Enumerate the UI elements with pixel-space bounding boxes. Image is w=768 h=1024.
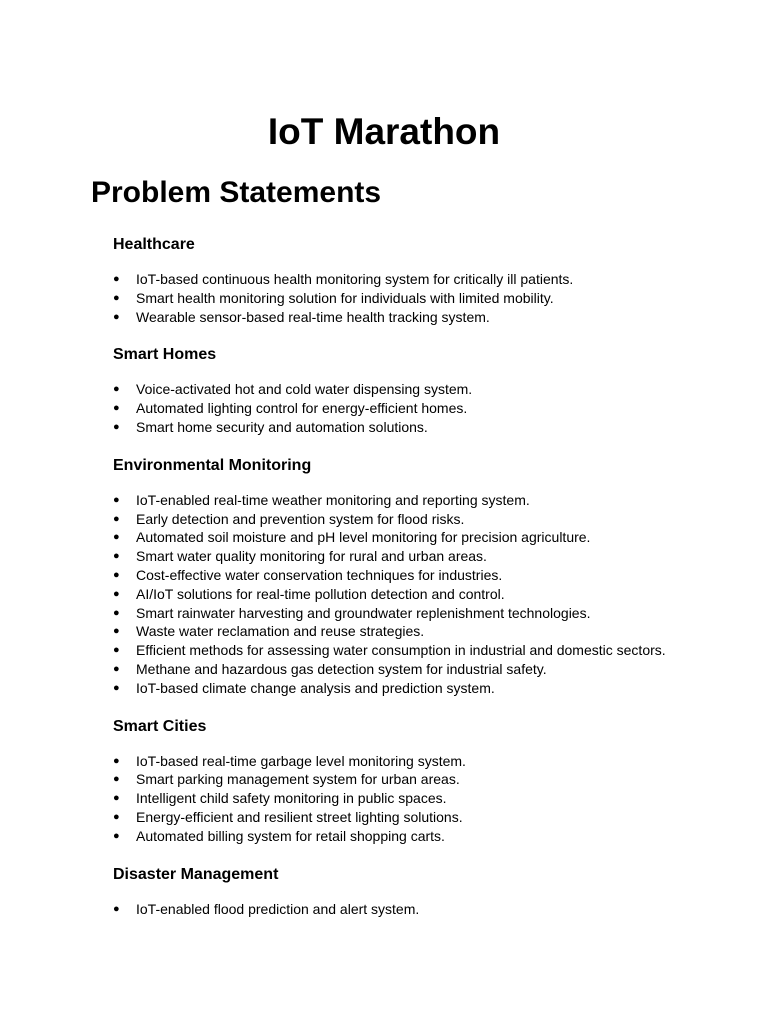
list-item-text: Cost-effective water conservation techniques for industries. — [136, 566, 503, 583]
list-item-text: IoT-based real-time garbage level monitoring system. — [136, 752, 466, 769]
section-environmental-monitoring — [113, 455, 733, 698]
list-item — [113, 308, 733, 327]
list-item-text: Intelligent child safety monitoring in public spaces. — [136, 790, 447, 807]
bullet-icon: ● — [113, 681, 120, 694]
list-item-text: Energy-efficient and resilient street lighting solutions. — [136, 808, 463, 825]
section-title: Smart Cities — [113, 717, 207, 735]
bullet-icon: ● — [113, 644, 120, 657]
list-item-text: Smart parking management system for urban areas. — [136, 771, 460, 788]
section-disaster-management — [113, 864, 733, 919]
bullet-icon: ● — [113, 754, 120, 767]
list-item — [113, 289, 733, 308]
bullet-icon: ● — [113, 420, 120, 433]
list-item-text: Early detection and prevention system for flood risks. — [136, 510, 465, 527]
list-item-text: Smart rainwater harvesting and groundwater replenishment technologies. — [136, 604, 591, 621]
problem-sections — [113, 234, 733, 918]
list-item — [113, 660, 733, 679]
list-item — [113, 900, 733, 919]
list-item — [113, 789, 733, 808]
document-title: IoT Marathon — [267, 111, 501, 152]
list-item — [113, 679, 733, 698]
document-heading: Problem Statements — [91, 176, 382, 209]
bullet-icon: ● — [113, 550, 120, 563]
list-item — [113, 380, 733, 399]
problem-list — [113, 752, 733, 846]
bullet-icon: ● — [113, 810, 120, 823]
list-item-text: IoT-enabled flood prediction and alert system. — [136, 900, 420, 917]
list-item-text: Efficient methods for assessing water consumption in industrial and domestic sectors. — [136, 642, 666, 659]
problem-list — [113, 380, 733, 436]
list-item — [113, 528, 733, 547]
bullet-icon: ● — [113, 291, 120, 304]
bullet-icon: ● — [113, 273, 120, 285]
list-item-text: Wearable sensor-based real-time health tracking system. — [136, 308, 490, 325]
list-item-text: Automated soil moisture and pH level monitoring for precision agriculture. — [136, 529, 591, 546]
list-item — [113, 827, 733, 846]
bullet-icon: ● — [113, 531, 120, 544]
section-smart-homes — [113, 344, 733, 436]
list-item — [113, 641, 733, 660]
section-title: Environmental Monitoring — [113, 456, 312, 474]
list-item — [113, 770, 733, 789]
list-item-text: Voice-activated hot and cold water dispensing system. — [136, 381, 473, 398]
bullet-icon: ● — [113, 625, 120, 638]
list-item — [113, 491, 733, 510]
section-title: Disaster Management — [113, 865, 279, 883]
bullet-icon: ● — [113, 902, 120, 915]
bullet-icon: ● — [113, 512, 120, 525]
bullet-icon: ● — [113, 310, 120, 323]
list-item — [113, 808, 733, 827]
list-item — [113, 752, 733, 771]
problem-list — [113, 491, 733, 698]
list-item-text: IoT-based continuous health monitoring system for critically ill patients. — [136, 271, 574, 287]
section-title: Healthcare — [113, 236, 195, 253]
bullet-icon: ● — [113, 383, 120, 396]
list-item-text: IoT-based climate change analysis and prediction system. — [136, 679, 495, 696]
list-item-text: Smart water quality monitoring for rural and urban areas. — [136, 548, 487, 565]
section-smart-cities — [113, 716, 733, 846]
list-item-text: Automated billing system for retail shopping carts. — [136, 827, 445, 844]
list-item — [113, 510, 733, 529]
list-item — [113, 622, 733, 641]
list-item-text: AI/IoT solutions for real-time pollution detection and control. — [136, 585, 505, 602]
section-healthcare — [113, 234, 733, 326]
list-item-text: Smart health monitoring solution for individuals with limited mobility. — [136, 289, 554, 306]
section-title: Smart Homes — [113, 346, 217, 364]
list-item-text: Waste water reclamation and reuse strategies. — [136, 623, 425, 640]
bullet-icon: ● — [113, 773, 120, 786]
list-item-text: Methane and hazardous gas detection system for industrial safety. — [136, 660, 547, 677]
list-item — [113, 585, 733, 604]
bullet-icon: ● — [113, 662, 120, 675]
bullet-icon: ● — [113, 829, 120, 842]
list-item-text: Smart home security and automation solutions. — [136, 418, 428, 435]
bullet-icon: ● — [113, 568, 120, 581]
list-item — [113, 604, 733, 623]
problem-list — [113, 270, 733, 326]
list-item — [113, 270, 733, 289]
list-item — [113, 547, 733, 566]
problem-list — [113, 900, 733, 919]
list-item — [113, 418, 733, 437]
list-item — [113, 566, 733, 585]
bullet-icon: ● — [113, 402, 120, 415]
list-item-text: Automated lighting control for energy-efficient homes. — [136, 400, 468, 417]
bullet-icon: ● — [113, 587, 120, 600]
list-item-text: IoT-enabled real-time weather monitoring and reporting system. — [136, 491, 530, 508]
bullet-icon: ● — [113, 493, 120, 506]
bullet-icon: ● — [113, 792, 120, 805]
bullet-icon: ● — [113, 606, 120, 619]
list-item — [113, 399, 733, 418]
